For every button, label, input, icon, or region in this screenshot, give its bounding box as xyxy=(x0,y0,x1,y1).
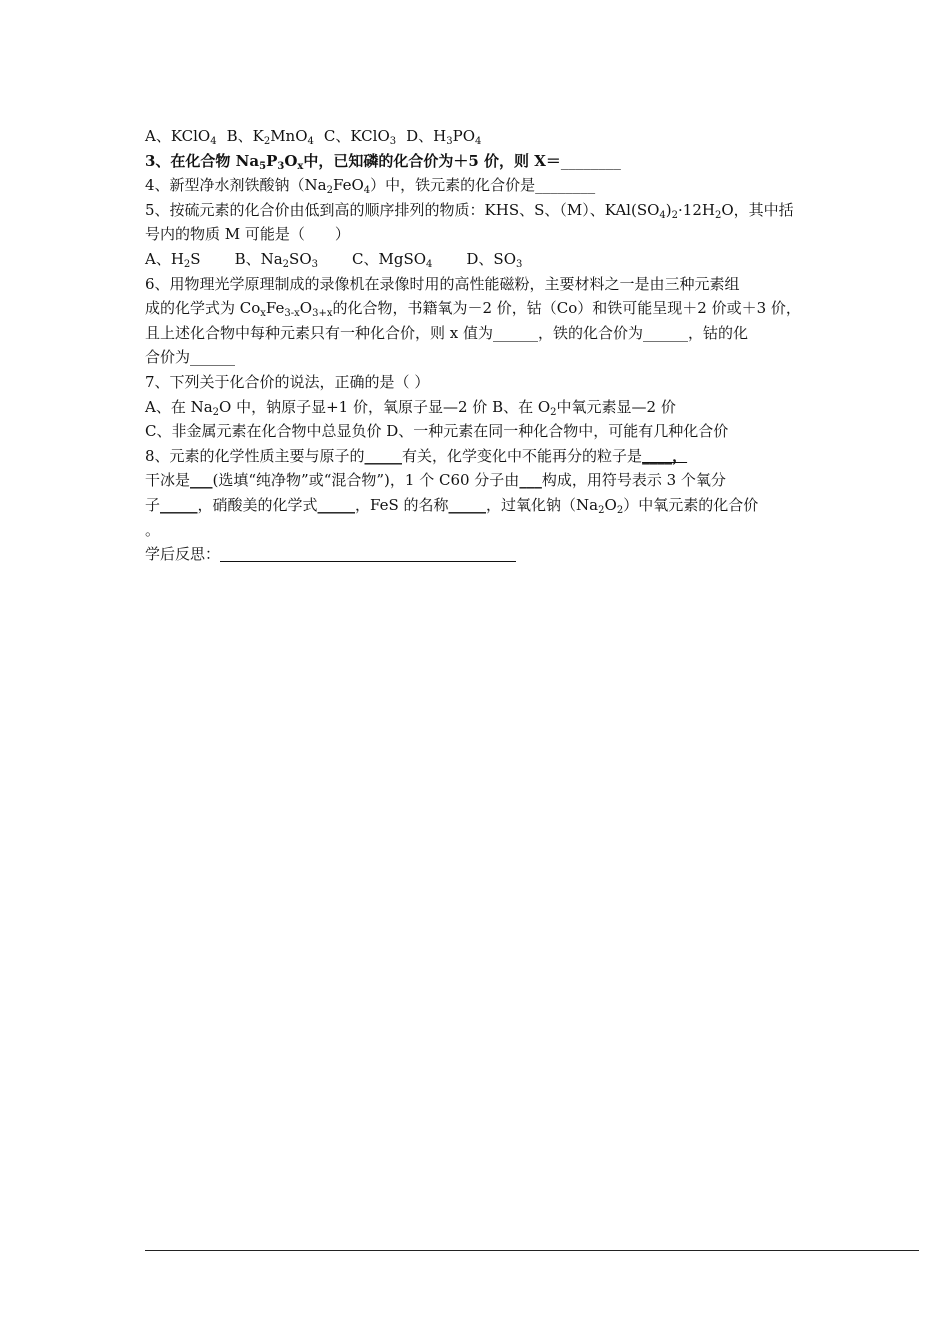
question-8-line-4: 。 xyxy=(145,520,161,539)
question-6-line-1: 6、用物理光学原理制成的录像机在录像时用的高性能磁粉，主要材料之一是由三种元素组 xyxy=(145,274,740,293)
question-6-line-2: 成的化学式为 $Co_xFe_{3-x}O_{3+x}$的化合物，书籍氧为－2 价，钴（Co）和铁可能呈现＋2 价或＋3 价， xyxy=(145,299,801,320)
reflection-answer-line xyxy=(220,545,516,562)
question-6-line-3: 且上述化合物中每种元素只有一种化合价，则 x 值为______，铁的化合价为______，钴的化 xyxy=(145,323,748,342)
option-c: C、KClO xyxy=(323,127,390,145)
question-8-line-3: 子_____，硝酸美的化学式_____，FeS 的名称_____，过氧化钠$(Na_2O_2)$中氧元素的化合价 xyxy=(145,495,759,516)
question-5-line-2: 号内的物质 M 可能是（ ） xyxy=(145,225,350,244)
question-7-options-cd: C、非金属元素在化合物中总显负价 D、一种元素在同一种化合物中，可能有几种化合价 xyxy=(145,422,729,441)
option-a: A、KClO xyxy=(145,127,211,145)
question-4: 4、新型净水剂铁酸钠$(Na_2FeO_4)$中，铁元素的化合价是________ xyxy=(145,176,596,197)
question-6-line-4: 合价为______ xyxy=(145,348,236,367)
question-8-line-1: 8、元素的化学性质主要与原子的_____有关，化学变化中不能再分的粒子是____， xyxy=(145,446,688,465)
question-8-line-2: 干冰是___(选填“纯净物”或“混合物”)，1 个 C60 分子由___构成，用符号表示 3 个氧分 xyxy=(145,471,726,490)
worksheet-body xyxy=(145,124,810,567)
question-5-line-1: 5、按硫元素的化合价由低到高的顺序排列的物质：KHS、S、（M）、$KAl(SO_4)_2\cdot 12H_2O$，其中括 xyxy=(145,200,794,221)
question-5-options: A、$H_2S$ B、$Na_2SO_3$ C、MgSO$_4$ D、$SO_3$ xyxy=(145,249,523,270)
footer-rule xyxy=(145,1250,919,1251)
question-7-stem: 7、下列关于化合价的说法，正确的是（ ） xyxy=(145,372,430,391)
option-b: B、K xyxy=(226,127,264,145)
answer-blank: ________ xyxy=(560,151,621,170)
answer-blank: ________ xyxy=(535,176,596,195)
option-d: D、H xyxy=(406,127,447,145)
question-3: 3、在化合物 $Na_5P_3O_x$中，已知磷的化合价为＋5 价，则 X＝________ xyxy=(145,151,621,172)
reflection xyxy=(145,542,810,567)
question-7-options-ab: A、在 $Na_2O$ 中，钠原子显+1 价，氧原子显—2 价 B、在 $O_2$中氧元素显—2 价 xyxy=(145,397,676,418)
reflection-label: 学后反思： xyxy=(145,545,221,564)
q2-options: A、KClO$_4$ B、$K_2MnO_4$ C、KClO$_3$ D、$H_3PO_4$ xyxy=(145,127,482,147)
